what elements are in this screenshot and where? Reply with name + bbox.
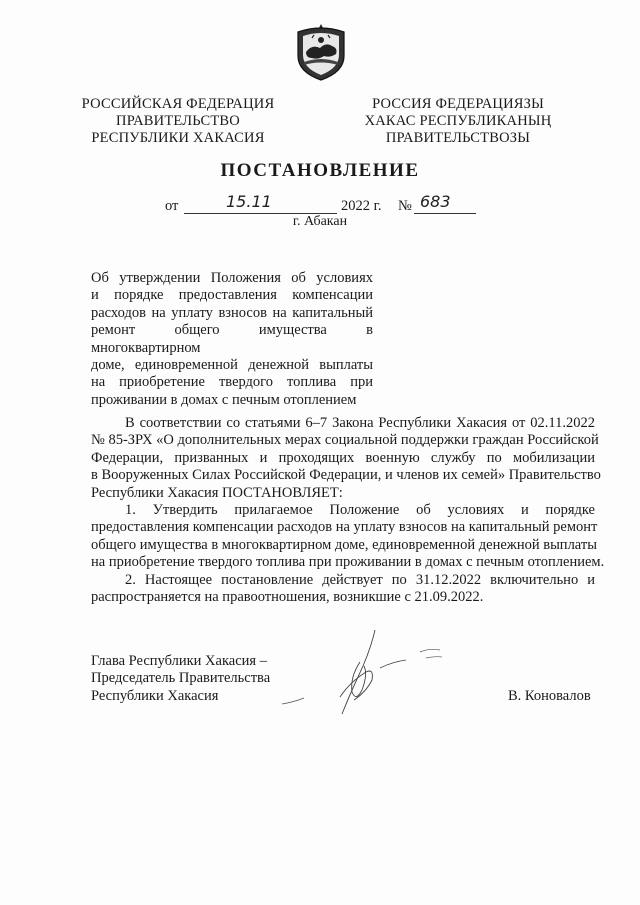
- subject-line: расходов на уплату взносов на капитальный: [91, 304, 373, 321]
- header-left: [78, 96, 278, 147]
- header-right-line: РОССИЯ ФЕДЕРАЦИЯЗЫ: [372, 96, 544, 112]
- body-line: Республики Хакасия ПОСТАНОВЛЯЕТ:: [91, 484, 343, 501]
- subject-line: Об утверждении Положения об условиях: [91, 270, 373, 286]
- body-line: на приобретение твердого топлива при проживании в домах с печным отоплением.: [91, 554, 605, 571]
- header-right: [358, 96, 558, 147]
- handwritten-number: 683: [420, 192, 451, 211]
- year-text: 2022 г.: [341, 198, 382, 214]
- body-line: Федерации, призванных и проходящих военную службу по мобилизации: [91, 449, 595, 466]
- city: г. Абакан: [292, 214, 348, 229]
- signature-title-line: Глава Республики Хакасия –: [91, 653, 267, 669]
- document-title: ПОСТАНОВЛЕНИЕ: [220, 160, 420, 181]
- coat-of-arms-emblem: [294, 22, 348, 82]
- subject-line: ремонт общего имущества в многоквартирном: [91, 322, 373, 356]
- header-left-line: РОССИЙСКАЯ ФЕДЕРАЦИЯ: [81, 96, 275, 112]
- subject-line: доме, единовременной денежной выплаты: [91, 357, 373, 374]
- handwritten-signature: [280, 622, 460, 722]
- signature-title-line: Председатель Правительства: [91, 670, 271, 687]
- header-left-line: ПРАВИТЕЛЬСТВО: [116, 113, 240, 129]
- subject-block: [91, 270, 373, 409]
- header-right-line: ХАКАС РЕСПУБЛИКАНЫҢ: [364, 113, 552, 129]
- body-line: предоставления компенсации расходов на уплату взносов на капитальный ремонт: [91, 519, 598, 536]
- subject-line: и порядке предоставления компенсации: [91, 287, 373, 304]
- date-prefix: от: [165, 198, 179, 214]
- body-text: [91, 415, 605, 606]
- body-line: № 85-ЗРХ «О дополнительных мерах социальной поддержки граждан Российской: [91, 432, 599, 449]
- signer-name: В. Коновалов: [508, 688, 591, 704]
- body-line: общего имущества в многоквартирном доме, единовременной денежной выплаты: [91, 536, 597, 553]
- body-line: В соответствии со статьями 6–7 Закона Республики Хакасия от 02.11.2022: [125, 415, 595, 431]
- handwritten-date: 15.11: [226, 192, 272, 211]
- body-line: в Вооруженных Силах Российской Федерации, и членов их семей» Правительство: [91, 467, 601, 484]
- city-line: [0, 214, 640, 230]
- subject-line: на приобретение твердого топлива при: [91, 374, 373, 391]
- body-line: 1. Утвердить прилагаемое Положение об условиях и порядке: [125, 502, 595, 519]
- number-prefix: №: [398, 198, 412, 214]
- header-right-line: ПРАВИТЕЛЬСТВОЗЫ: [385, 130, 531, 146]
- signature-title-block: [91, 653, 270, 705]
- header-left-line: РЕСПУБЛИКИ ХАКАСИЯ: [91, 130, 265, 146]
- body-line: распространяется на правоотношения, возникшие с 21.09.2022.: [91, 589, 484, 606]
- subject-line: проживании в домах с печным отоплением: [91, 391, 357, 408]
- body-line: 2. Настоящее постановление действует по 31.12.2022 включительно и: [125, 571, 595, 588]
- signature-title-line: Республики Хакасия: [91, 687, 219, 704]
